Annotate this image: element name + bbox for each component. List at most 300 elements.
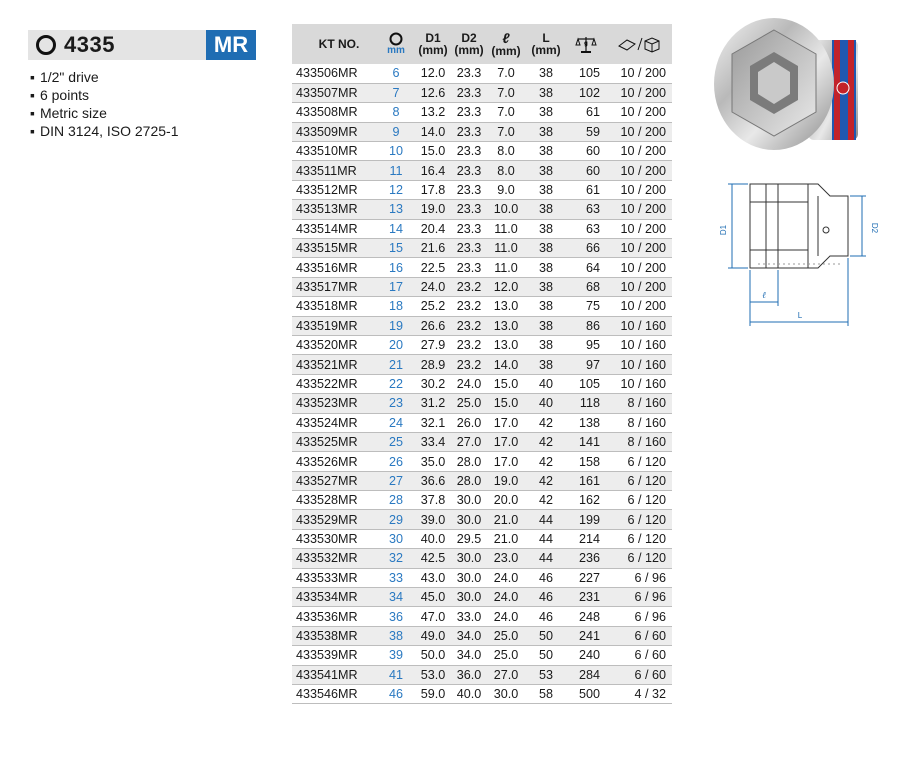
- drawing-d1-label: D1: [719, 224, 728, 236]
- cell-L: 53: [526, 665, 566, 684]
- header-l-small: ℓ (mm): [486, 24, 526, 64]
- cell-d1: 36.6: [414, 471, 452, 490]
- header-d1: D1 (mm): [414, 24, 452, 64]
- table-row: [292, 355, 672, 374]
- cell-d1: 13.2: [414, 103, 452, 122]
- cell-kt: 433518MR: [292, 297, 378, 316]
- cell-d2: 23.2: [452, 277, 486, 296]
- cell-pk: 10 / 160: [606, 316, 672, 335]
- cell-d2: 23.3: [452, 103, 486, 122]
- cell-d1: 33.4: [414, 432, 452, 451]
- cell-g: 86: [566, 316, 606, 335]
- cell-d1: 40.0: [414, 529, 452, 548]
- cell-l1: 20.0: [486, 491, 526, 510]
- table-row: [292, 549, 672, 568]
- cell-L: 38: [526, 180, 566, 199]
- header-length: L (mm): [526, 24, 566, 64]
- cell-d2: 30.0: [452, 510, 486, 529]
- cell-g: 227: [566, 568, 606, 587]
- table-row: [292, 588, 672, 607]
- cell-pk: 10 / 200: [606, 122, 672, 141]
- cell-d2: 23.3: [452, 200, 486, 219]
- cell-g: 60: [566, 142, 606, 161]
- cell-g: 141: [566, 432, 606, 451]
- cell-mm: 16: [378, 258, 414, 277]
- cell-d1: 27.9: [414, 335, 452, 354]
- cell-d2: 28.0: [452, 452, 486, 471]
- cell-d1: 39.0: [414, 510, 452, 529]
- feature-item: ▪ 1/2" drive: [30, 68, 179, 86]
- cell-d1: 17.8: [414, 180, 452, 199]
- cell-kt: 433506MR: [292, 64, 378, 83]
- cell-g: 118: [566, 394, 606, 413]
- cell-pk: 8 / 160: [606, 394, 672, 413]
- cell-mm: 21: [378, 355, 414, 374]
- cell-L: 58: [526, 685, 566, 704]
- cell-mm: 9: [378, 122, 414, 141]
- cell-mm: 33: [378, 568, 414, 587]
- cell-L: 42: [526, 432, 566, 451]
- cell-l1: 7.0: [486, 83, 526, 102]
- cell-d2: 33.0: [452, 607, 486, 626]
- cell-d2: 28.0: [452, 471, 486, 490]
- cell-mm: 15: [378, 239, 414, 258]
- table-row: [292, 626, 672, 645]
- table-row: [292, 413, 672, 432]
- table-row: [292, 239, 672, 258]
- cell-g: 75: [566, 297, 606, 316]
- cell-mm: 25: [378, 432, 414, 451]
- cell-l1: 21.0: [486, 529, 526, 548]
- cell-L: 38: [526, 355, 566, 374]
- cell-mm: 17: [378, 277, 414, 296]
- svg-text:g: g: [584, 41, 588, 47]
- cell-d2: 24.0: [452, 374, 486, 393]
- cell-L: 44: [526, 549, 566, 568]
- cell-mm: 12: [378, 180, 414, 199]
- cell-l1: 19.0: [486, 471, 526, 490]
- cell-kt: 433533MR: [292, 568, 378, 587]
- cell-pk: 8 / 160: [606, 413, 672, 432]
- table-row: [292, 258, 672, 277]
- cell-l1: 25.0: [486, 626, 526, 645]
- table-row: [292, 646, 672, 665]
- cell-d2: 23.2: [452, 355, 486, 374]
- cell-pk: 10 / 200: [606, 103, 672, 122]
- cell-l1: 9.0: [486, 180, 526, 199]
- cell-pk: 6 / 120: [606, 491, 672, 510]
- cell-l1: 7.0: [486, 103, 526, 122]
- cell-kt: 433526MR: [292, 452, 378, 471]
- cell-g: 63: [566, 219, 606, 238]
- cell-L: 42: [526, 471, 566, 490]
- product-model: 4335: [64, 32, 115, 57]
- cell-kt: 433541MR: [292, 665, 378, 684]
- cell-l1: 30.0: [486, 685, 526, 704]
- cell-d2: 30.0: [452, 549, 486, 568]
- cell-g: 158: [566, 452, 606, 471]
- cell-kt: 433520MR: [292, 335, 378, 354]
- cell-kt: 433546MR: [292, 685, 378, 704]
- cell-d1: 50.0: [414, 646, 452, 665]
- cell-g: 105: [566, 374, 606, 393]
- table-row: [292, 491, 672, 510]
- cell-pk: 10 / 200: [606, 219, 672, 238]
- cell-g: 199: [566, 510, 606, 529]
- cell-d2: 23.3: [452, 142, 486, 161]
- cell-mm: 32: [378, 549, 414, 568]
- cell-d1: 35.0: [414, 452, 452, 471]
- drawing-l-small-label: ℓ: [762, 290, 766, 300]
- cell-kt: 433522MR: [292, 374, 378, 393]
- cell-l1: 13.0: [486, 297, 526, 316]
- cell-kt: 433515MR: [292, 239, 378, 258]
- product-title-bar: [28, 30, 256, 60]
- cell-g: 63: [566, 200, 606, 219]
- cell-L: 46: [526, 588, 566, 607]
- cell-L: 38: [526, 83, 566, 102]
- cell-l1: 11.0: [486, 258, 526, 277]
- cell-mm: 30: [378, 529, 414, 548]
- cell-g: 214: [566, 529, 606, 548]
- cell-pk: 10 / 200: [606, 161, 672, 180]
- cell-g: 284: [566, 665, 606, 684]
- cell-kt: 433529MR: [292, 510, 378, 529]
- cell-kt: 433523MR: [292, 394, 378, 413]
- cell-kt: 433516MR: [292, 258, 378, 277]
- cell-L: 42: [526, 413, 566, 432]
- cell-pk: 6 / 120: [606, 471, 672, 490]
- feature-item: ▪ 6 points: [30, 86, 179, 104]
- cell-l1: 7.0: [486, 64, 526, 83]
- cell-g: 61: [566, 180, 606, 199]
- cell-mm: 7: [378, 83, 414, 102]
- cell-l1: 17.0: [486, 452, 526, 471]
- table-body: [292, 64, 672, 704]
- cell-d1: 30.2: [414, 374, 452, 393]
- cell-L: 38: [526, 297, 566, 316]
- cell-L: 42: [526, 452, 566, 471]
- table-row: [292, 335, 672, 354]
- cell-pk: 10 / 200: [606, 297, 672, 316]
- cell-pk: 4 / 32: [606, 685, 672, 704]
- cell-mm: 38: [378, 626, 414, 645]
- cell-mm: 22: [378, 374, 414, 393]
- cell-d1: 47.0: [414, 607, 452, 626]
- cell-d1: 16.4: [414, 161, 452, 180]
- cell-pk: 8 / 160: [606, 432, 672, 451]
- cell-l1: 8.0: [486, 161, 526, 180]
- cell-d1: 59.0: [414, 685, 452, 704]
- cell-mm: 29: [378, 510, 414, 529]
- table-row: [292, 297, 672, 316]
- cell-d2: 23.2: [452, 297, 486, 316]
- cell-l1: 15.0: [486, 394, 526, 413]
- cell-kt: 433536MR: [292, 607, 378, 626]
- cell-d1: 49.0: [414, 626, 452, 645]
- cell-L: 40: [526, 374, 566, 393]
- cell-L: 38: [526, 142, 566, 161]
- dimension-drawing: [718, 178, 880, 330]
- cell-L: 38: [526, 335, 566, 354]
- cell-mm: 36: [378, 607, 414, 626]
- cell-d2: 36.0: [452, 665, 486, 684]
- cell-mm: 23: [378, 394, 414, 413]
- cell-L: 44: [526, 510, 566, 529]
- table-row: [292, 432, 672, 451]
- cell-pk: 10 / 200: [606, 83, 672, 102]
- cell-g: 59: [566, 122, 606, 141]
- header-size-mm: mm: [378, 24, 414, 64]
- cell-mm: 39: [378, 646, 414, 665]
- feature-item: ▪ Metric size: [30, 104, 179, 122]
- cell-kt: 433510MR: [292, 142, 378, 161]
- cell-d1: 45.0: [414, 588, 452, 607]
- weight-scale-icon: [574, 34, 598, 54]
- table-header-row: [292, 24, 672, 64]
- table-row: [292, 665, 672, 684]
- cell-d1: 43.0: [414, 568, 452, 587]
- cell-d1: 19.0: [414, 200, 452, 219]
- cell-l1: 25.0: [486, 646, 526, 665]
- header-kt-no: KT NO.: [292, 24, 378, 64]
- table-row: [292, 64, 672, 83]
- cell-mm: 46: [378, 685, 414, 704]
- socket-photo: [712, 12, 864, 162]
- table-row: [292, 83, 672, 102]
- feature-list: [30, 68, 179, 140]
- cell-g: 105: [566, 64, 606, 83]
- cell-kt: 433527MR: [292, 471, 378, 490]
- cell-pk: 6 / 96: [606, 588, 672, 607]
- cell-pk: 10 / 200: [606, 239, 672, 258]
- cell-L: 46: [526, 568, 566, 587]
- cell-d2: 23.3: [452, 83, 486, 102]
- cell-l1: 24.0: [486, 588, 526, 607]
- table-row: [292, 471, 672, 490]
- cell-l1: 24.0: [486, 607, 526, 626]
- cell-d1: 25.2: [414, 297, 452, 316]
- cell-mm: 20: [378, 335, 414, 354]
- cell-d1: 12.6: [414, 83, 452, 102]
- cell-mm: 8: [378, 103, 414, 122]
- cell-d2: 23.2: [452, 335, 486, 354]
- cell-g: 161: [566, 471, 606, 490]
- cell-kt: 433530MR: [292, 529, 378, 548]
- cell-d2: 23.3: [452, 258, 486, 277]
- cell-mm: 6: [378, 64, 414, 83]
- cell-l1: 21.0: [486, 510, 526, 529]
- cell-l1: 27.0: [486, 665, 526, 684]
- cell-kt: 433519MR: [292, 316, 378, 335]
- cell-kt: 433521MR: [292, 355, 378, 374]
- cell-mm: 14: [378, 219, 414, 238]
- socket-circle-icon: [388, 32, 404, 46]
- cell-l1: 10.0: [486, 200, 526, 219]
- cell-g: 95: [566, 335, 606, 354]
- header-d2: D2 (mm): [452, 24, 486, 64]
- cell-kt: 433525MR: [292, 432, 378, 451]
- cell-d1: 24.0: [414, 277, 452, 296]
- cell-mm: 26: [378, 452, 414, 471]
- cell-pk: 6 / 96: [606, 568, 672, 587]
- cell-d1: 26.6: [414, 316, 452, 335]
- cell-pk: 10 / 200: [606, 180, 672, 199]
- spec-table: [292, 24, 672, 704]
- cell-d2: 30.0: [452, 568, 486, 587]
- cell-pk: 6 / 60: [606, 646, 672, 665]
- cell-g: 248: [566, 607, 606, 626]
- table-row: [292, 103, 672, 122]
- cell-kt: 433514MR: [292, 219, 378, 238]
- cell-pk: 10 / 160: [606, 374, 672, 393]
- cell-L: 50: [526, 646, 566, 665]
- cell-kt: 433517MR: [292, 277, 378, 296]
- package-box-icon: [617, 35, 661, 53]
- cell-kt: 433507MR: [292, 83, 378, 102]
- cell-pk: 10 / 160: [606, 335, 672, 354]
- cell-mm: 27: [378, 471, 414, 490]
- socket-circle-icon: [36, 35, 56, 55]
- cell-pk: 10 / 200: [606, 200, 672, 219]
- cell-d1: 14.0: [414, 122, 452, 141]
- cell-g: 500: [566, 685, 606, 704]
- cell-mm: 18: [378, 297, 414, 316]
- cell-g: 138: [566, 413, 606, 432]
- cell-g: 68: [566, 277, 606, 296]
- cell-mm: 10: [378, 142, 414, 161]
- cell-d2: 23.3: [452, 64, 486, 83]
- cell-mm: 11: [378, 161, 414, 180]
- cell-kt: 433539MR: [292, 646, 378, 665]
- cell-L: 40: [526, 394, 566, 413]
- cell-l1: 8.0: [486, 142, 526, 161]
- cell-L: 38: [526, 103, 566, 122]
- cell-d2: 23.3: [452, 122, 486, 141]
- table-row: [292, 529, 672, 548]
- table-row: [292, 161, 672, 180]
- cell-d1: 28.9: [414, 355, 452, 374]
- cell-g: 97: [566, 355, 606, 374]
- cell-L: 42: [526, 491, 566, 510]
- cell-d2: 29.5: [452, 529, 486, 548]
- cell-l1: 15.0: [486, 374, 526, 393]
- drawing-length-label: L: [797, 311, 803, 320]
- table-row: [292, 180, 672, 199]
- cell-d2: 34.0: [452, 626, 486, 645]
- cell-kt: 433524MR: [292, 413, 378, 432]
- feature-item: ▪ DIN 3124, ISO 2725-1: [30, 122, 179, 140]
- table-row: [292, 277, 672, 296]
- cell-kt: 433512MR: [292, 180, 378, 199]
- cell-pk: 6 / 120: [606, 452, 672, 471]
- cell-d1: 22.5: [414, 258, 452, 277]
- cell-l1: 24.0: [486, 568, 526, 587]
- cell-g: 236: [566, 549, 606, 568]
- cell-g: 102: [566, 83, 606, 102]
- table-row: [292, 394, 672, 413]
- drawing-d2-label: D2: [870, 222, 879, 234]
- header-weight: [566, 24, 606, 64]
- cell-d2: 26.0: [452, 413, 486, 432]
- table-row: [292, 607, 672, 626]
- cell-l1: 14.0: [486, 355, 526, 374]
- cell-pk: 10 / 200: [606, 277, 672, 296]
- cell-l1: 12.0: [486, 277, 526, 296]
- series-badge: MR: [206, 30, 256, 60]
- table-row: [292, 452, 672, 471]
- cell-mm: 41: [378, 665, 414, 684]
- cell-kt: 433508MR: [292, 103, 378, 122]
- cell-g: 162: [566, 491, 606, 510]
- table-row: [292, 122, 672, 141]
- cell-d2: 30.0: [452, 491, 486, 510]
- cell-pk: 6 / 96: [606, 607, 672, 626]
- cell-d2: 23.2: [452, 316, 486, 335]
- cell-L: 38: [526, 122, 566, 141]
- cell-d2: 23.3: [452, 161, 486, 180]
- table-row: [292, 374, 672, 393]
- cell-pk: 10 / 200: [606, 258, 672, 277]
- cell-L: 38: [526, 277, 566, 296]
- cell-mm: 19: [378, 316, 414, 335]
- cell-L: 38: [526, 161, 566, 180]
- cell-d1: 12.0: [414, 64, 452, 83]
- cell-d1: 15.0: [414, 142, 452, 161]
- cell-d1: 21.6: [414, 239, 452, 258]
- cell-d1: 20.4: [414, 219, 452, 238]
- cell-pk: 10 / 160: [606, 355, 672, 374]
- cell-L: 46: [526, 607, 566, 626]
- cell-kt: 433528MR: [292, 491, 378, 510]
- cell-L: 50: [526, 626, 566, 645]
- cell-kt: 433534MR: [292, 588, 378, 607]
- cell-d1: 32.1: [414, 413, 452, 432]
- cell-mm: 28: [378, 491, 414, 510]
- cell-L: 44: [526, 529, 566, 548]
- header-packaging: [606, 24, 672, 64]
- cell-d2: 25.0: [452, 394, 486, 413]
- table-row: [292, 219, 672, 238]
- cell-l1: 17.0: [486, 432, 526, 451]
- cell-l1: 11.0: [486, 239, 526, 258]
- cell-pk: 6 / 120: [606, 510, 672, 529]
- cell-L: 38: [526, 64, 566, 83]
- cell-kt: 433513MR: [292, 200, 378, 219]
- table-row: [292, 200, 672, 219]
- cell-pk: 6 / 60: [606, 626, 672, 645]
- cell-l1: 7.0: [486, 122, 526, 141]
- table-row: [292, 685, 672, 704]
- cell-d1: 42.5: [414, 549, 452, 568]
- cell-d2: 40.0: [452, 685, 486, 704]
- cell-d1: 37.8: [414, 491, 452, 510]
- cell-d2: 23.3: [452, 219, 486, 238]
- cell-l1: 17.0: [486, 413, 526, 432]
- cell-g: 60: [566, 161, 606, 180]
- table-row: [292, 316, 672, 335]
- cell-pk: 6 / 60: [606, 665, 672, 684]
- cell-L: 38: [526, 200, 566, 219]
- cell-g: 61: [566, 103, 606, 122]
- cell-L: 38: [526, 219, 566, 238]
- table-row: [292, 568, 672, 587]
- cell-l1: 11.0: [486, 219, 526, 238]
- cell-L: 38: [526, 258, 566, 277]
- table-row: [292, 510, 672, 529]
- cell-pk: 10 / 200: [606, 142, 672, 161]
- cell-L: 38: [526, 316, 566, 335]
